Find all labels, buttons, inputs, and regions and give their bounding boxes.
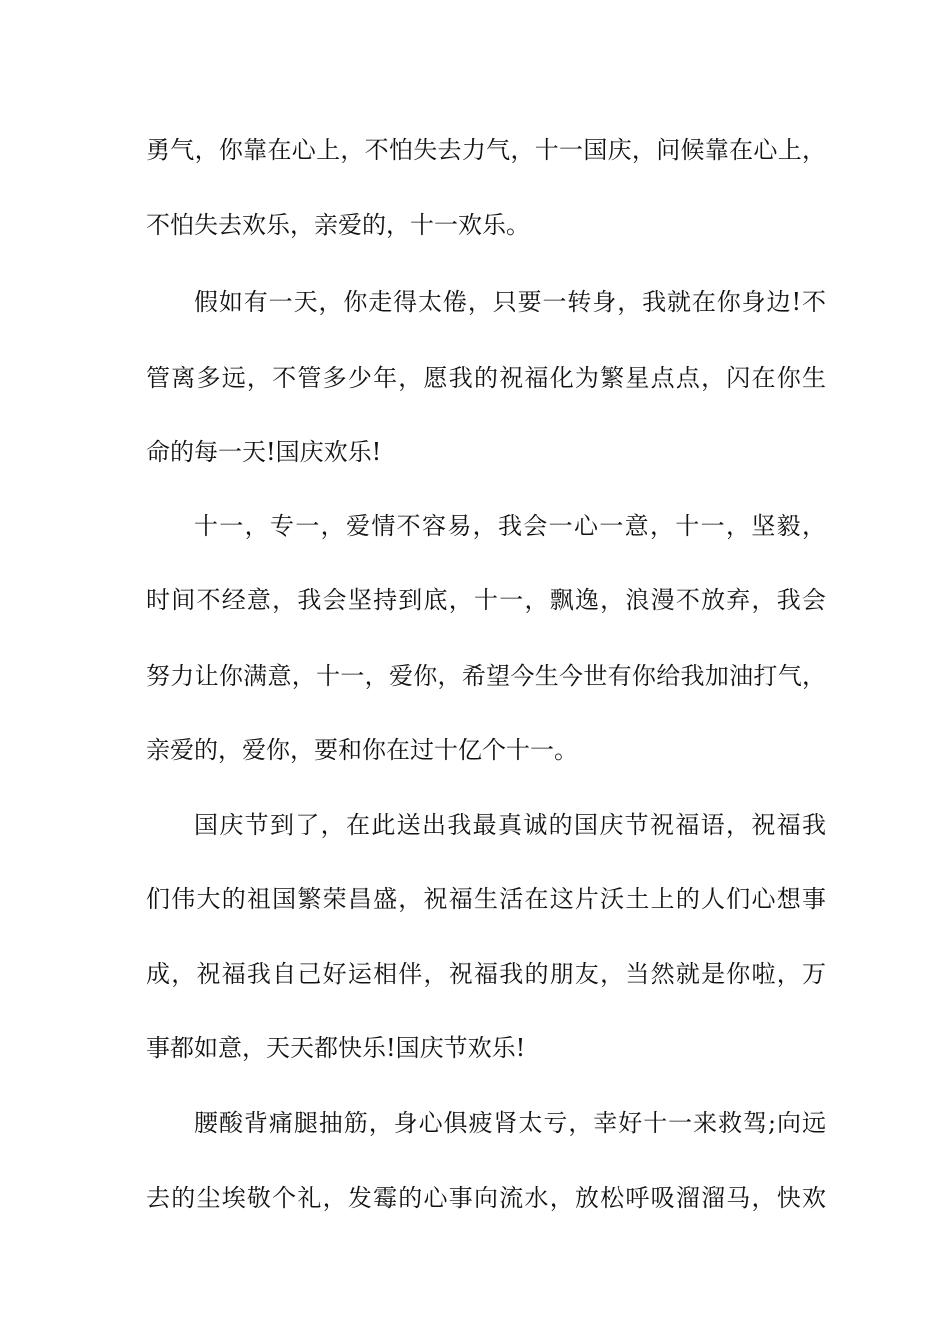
text-line: 勇气，你靠在心上，不怕失去力气，十一国庆，问候靠在心上， [146, 136, 826, 164]
text-line: 努力让你满意，十一，爱你，希望今生今世有你给我加油打气， [146, 662, 826, 690]
text-line: 不怕失去欢乐，亲爱的，十一欢乐。 [146, 211, 530, 239]
text-line: 假如有一天，你走得太倦，只要一转身，我就在你身边!不 [194, 288, 826, 316]
text-line: 腰酸背痛腿抽筋，身心俱疲肾太亏，幸好十一来救驾;向远 [194, 1109, 826, 1137]
text-line: 事都如意，天天都快乐!国庆节欢乐! [146, 1034, 526, 1062]
text-line: 国庆节到了，在此送出我最真诚的国庆节祝福语，祝福我 [194, 811, 826, 839]
text-line: 成，祝福我自己好运相伴，祝福我的朋友，当然就是你啦，万 [146, 960, 826, 988]
text-line: 们伟大的祖国繁荣昌盛，祝福生活在这片沃土上的人们心想事 [146, 885, 826, 913]
text-line: 十一，专一，爱情不容易，我会一心一意，十一，坚毅， [194, 512, 826, 540]
text-line: 亲爱的，爱你，要和你在过十亿个十一。 [146, 736, 578, 764]
text-line: 命的每一天!国庆欢乐! [146, 438, 382, 466]
text-line: 管离多远，不管多少年，愿我的祝福化为繁星点点，闪在你生 [146, 364, 826, 392]
text-line: 去的尘埃敬个礼，发霉的心事向流水，放松呼吸溜溜马，快欢 [146, 1184, 826, 1212]
text-line: 时间不经意，我会坚持到底，十一，飘逸，浪漫不放弃，我会 [146, 586, 826, 614]
